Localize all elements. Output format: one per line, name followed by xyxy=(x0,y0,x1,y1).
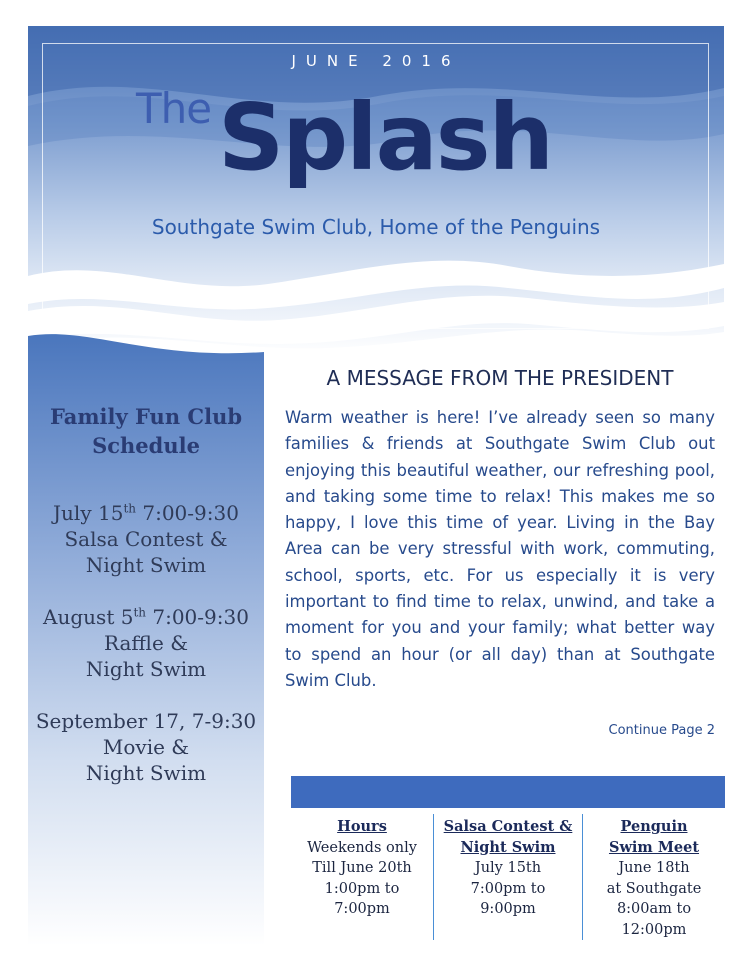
continue-link[interactable]: Continue Page 2 xyxy=(608,723,715,738)
hours-line: 1:00pm to xyxy=(324,880,400,897)
schedule-sidebar xyxy=(28,330,264,946)
hours-line: 7:00pm xyxy=(334,901,390,917)
event-date: July 15 xyxy=(53,501,124,525)
schedule-event xyxy=(28,604,264,682)
event-title: Raffle & xyxy=(103,631,189,655)
event-date-suffix: th xyxy=(123,501,136,516)
schedule-heading xyxy=(28,402,264,460)
event-subtitle: Night Swim xyxy=(85,657,207,681)
issue-date: JUNE 2016 xyxy=(291,52,461,70)
schedule-heading-line1: Family Fun Club xyxy=(49,404,243,429)
meet-line: at Southgate xyxy=(606,880,702,897)
meet-line: 8:00am to xyxy=(616,901,692,917)
event-subtitle: Night Swim xyxy=(85,553,207,577)
article-title: A MESSAGE FROM THE PRESIDENT xyxy=(326,366,674,390)
hours-line: Weekends only xyxy=(307,839,417,856)
event-title: Movie & xyxy=(102,735,190,759)
salsa-heading-line1: Salsa Contest & xyxy=(443,818,573,835)
meet-line: June 18th xyxy=(618,860,690,876)
meet-line: 12:00pm xyxy=(621,921,687,938)
hours-column xyxy=(291,817,433,920)
schedule-event xyxy=(28,500,264,578)
hours-line: Till June 20th xyxy=(312,860,412,876)
meet-heading-line1: Penguin xyxy=(620,818,688,835)
salsa-line: 9:00pm xyxy=(480,901,536,917)
event-time: 7:00-9:30 xyxy=(136,501,239,525)
meet-heading-line2: Swim Meet xyxy=(608,838,700,856)
article-body: Warm weather is here! I’ve already seen so many families & friends at Southgate Swim Club out enjoying this beautiful weather, our refreshing pool, and taking some time to relax! This makes me so happy, I love this time of year. Living in the Bay Area can be very stressful with work, commuting, school, sports, etc. For us especially it is very important to find time to relax, unwind, and take a moment for you and your family; what better way to spend an hour (or all day) than at Southgate Swim Club. xyxy=(285,408,715,690)
schedule-event xyxy=(28,708,264,786)
header-banner xyxy=(28,26,724,356)
swim-meet-column xyxy=(583,817,725,940)
event-time: 7:00-9:30 xyxy=(146,605,249,629)
salsa-line: July 15th xyxy=(474,860,542,876)
event-title: Salsa Contest & xyxy=(64,527,228,551)
schedule-heading-line2: Schedule xyxy=(92,433,200,458)
event-date-suffix: th xyxy=(133,605,146,620)
event-subtitle: Night Swim xyxy=(85,761,207,785)
info-header-bar xyxy=(291,776,725,808)
masthead-title: Splash xyxy=(218,84,552,191)
salsa-column xyxy=(434,817,582,920)
hours-heading: Hours xyxy=(337,818,387,835)
event-date: September 17, 7-9:30 xyxy=(35,709,257,733)
masthead-subtitle: Southgate Swim Club, Home of the Penguins xyxy=(151,215,601,239)
salsa-line: 7:00pm to xyxy=(470,880,546,897)
salsa-heading-line2: Night Swim xyxy=(460,838,556,856)
event-date: August 5 xyxy=(43,605,134,629)
masthead-the: The xyxy=(136,84,212,133)
